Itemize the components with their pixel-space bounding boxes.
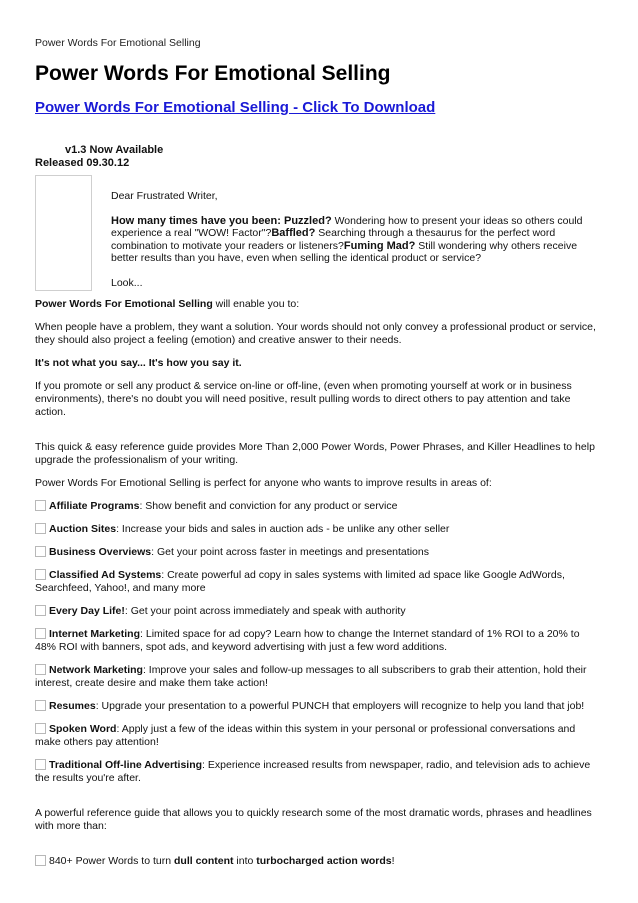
checkbox-icon bbox=[35, 605, 46, 616]
q1-text: Wondering how to present your ideas so others could experience a real "WOW! Factor"? bbox=[111, 214, 583, 239]
letter-questions bbox=[111, 215, 601, 265]
item-text: 840+ Power Words to turn bbox=[49, 855, 174, 867]
feature-name: Network Marketing bbox=[49, 664, 143, 676]
feature-name: Affiliate Programs bbox=[49, 500, 140, 512]
feature-item bbox=[35, 664, 603, 690]
feature-description: : Experience increased results from newspaper, radio, and television ads to achieve the results you're after. bbox=[35, 759, 591, 784]
feature-item bbox=[35, 759, 603, 785]
feature-item bbox=[35, 500, 603, 513]
q1-label: How many times have you been: Puzzled? bbox=[111, 214, 332, 227]
feature-item bbox=[35, 569, 603, 595]
feature-description: : Improve your sales and follow-up messages to all subscribers to grab their attention, hold their interest, create desire and make them take action! bbox=[35, 664, 587, 689]
feature-description: : Show benefit and conviction for any product or service bbox=[139, 500, 398, 512]
enable-line bbox=[35, 298, 603, 311]
feature-item bbox=[35, 628, 603, 654]
checkbox-icon bbox=[35, 855, 46, 866]
feature-item bbox=[35, 546, 603, 559]
spacer bbox=[35, 843, 603, 855]
checkbox-icon bbox=[35, 569, 46, 580]
feature-name: Classified Ad Systems bbox=[49, 569, 162, 581]
paragraph-reference-guide: This quick & easy reference guide provides More Than 2,000 Power Words, Power Phrases, and Killer Headlines to help upgrade the professionalism of your writing. bbox=[35, 441, 595, 466]
sales-letter bbox=[111, 190, 601, 301]
feature-description: : Limited space for ad copy? Learn how to change the Internet standard of 1% ROI to a 20% to 48% ROI with banners, spot ads, and keyword advertising with just a few word additions. bbox=[35, 628, 580, 653]
paragraph-promote: If you promote or sell any product & service on-line or off-line, (even when promoting yourself at work or in business environments), there's no doubt you will need positive, result pulling words to direct others to pay attention and take action. bbox=[35, 380, 572, 418]
paragraph-perfect-for: Power Words For Emotional Selling is perfect for anyone who wants to improve results in areas of: bbox=[35, 477, 492, 489]
feature-name: Internet Marketing bbox=[49, 628, 141, 640]
page-title: Power Words For Emotional Selling bbox=[35, 62, 391, 85]
item-text: into bbox=[233, 855, 257, 867]
feature-name: Every Day Life! bbox=[49, 605, 125, 617]
checkbox-icon bbox=[35, 628, 46, 639]
feature-item bbox=[35, 700, 603, 713]
q2-label: Baffled? bbox=[271, 227, 316, 239]
checkbox-icon bbox=[35, 723, 46, 734]
enable-product-name: Power Words For Emotional Selling bbox=[35, 298, 213, 310]
feature-item bbox=[35, 605, 603, 618]
version-label: v1.3 Now Available bbox=[65, 144, 164, 156]
checkbox-icon bbox=[35, 500, 46, 511]
checkbox-icon bbox=[35, 664, 46, 675]
item-text: ! bbox=[391, 855, 395, 867]
feature-item bbox=[35, 723, 603, 749]
item-bold-text: dull content bbox=[174, 855, 234, 867]
q3-label: Fuming Mad? bbox=[343, 239, 416, 252]
running-header-title: Power Words For Emotional Selling bbox=[35, 37, 201, 49]
letter-look: Look... bbox=[111, 276, 143, 289]
list-item-power-words bbox=[35, 855, 603, 868]
feature-description: : Get your point across faster in meetings and presentations bbox=[151, 546, 429, 558]
feature-list bbox=[35, 500, 603, 785]
feature-name: Auction Sites bbox=[49, 523, 117, 535]
release-date: Released 09.30.12 bbox=[35, 157, 130, 169]
letter-greeting: Dear Frustrated Writer, bbox=[111, 190, 218, 202]
q3-text: Still wondering why others receive better results than you have, even when selling the identical product or service? bbox=[111, 239, 578, 264]
checkbox-icon bbox=[35, 546, 46, 557]
product-image-placeholder bbox=[35, 175, 92, 291]
body-content bbox=[35, 298, 603, 878]
q2-text: Searching through a thesaurus for the perfect word combination to motivate your readers or listeners? bbox=[111, 227, 556, 252]
feature-description: : Upgrade your presentation to a powerful PUNCH that employers will recognize to help you land that job! bbox=[95, 700, 585, 712]
paragraph-problem: When people have a problem, they want a solution. Your words should not only convey a professional product or service, they should also project a feeling (emotion) and creative answer to their needs. bbox=[35, 321, 596, 346]
feature-name: Spoken Word bbox=[49, 723, 117, 735]
feature-name: Resumes bbox=[49, 700, 96, 712]
checkbox-icon bbox=[35, 523, 46, 534]
enable-text: will enable you to: bbox=[212, 298, 300, 310]
feature-name: Traditional Off-line Advertising bbox=[49, 759, 203, 771]
item-bold-text: turbocharged action words bbox=[256, 855, 392, 867]
feature-description: : Increase your bids and sales in auction ads - be unlike any other seller bbox=[116, 523, 450, 535]
checkbox-icon bbox=[35, 700, 46, 711]
headline-how-you-say: It's not what you say... It's how you say it. bbox=[35, 357, 242, 369]
feature-description: : Create powerful ad copy in sales systems with limited ad space like Google AdWords, Searchfeed, Yahoo!, and many more bbox=[35, 569, 565, 594]
feature-item bbox=[35, 523, 603, 536]
feature-name: Business Overviews bbox=[49, 546, 152, 558]
spacer bbox=[35, 795, 603, 807]
spacer bbox=[35, 429, 603, 441]
feature-description: : Apply just a few of the ideas within this system in your personal or professional conversations and make others pay attention! bbox=[35, 723, 576, 748]
download-link[interactable]: Power Words For Emotional Selling - Click To Download bbox=[35, 99, 436, 116]
feature-description: : Get your point across immediately and speak with authority bbox=[124, 605, 406, 617]
checkbox-icon bbox=[35, 759, 46, 770]
paragraph-powerful-guide: A powerful reference guide that allows you to quickly research some of the most dramatic words, phrases and headlines with more than: bbox=[35, 807, 592, 832]
